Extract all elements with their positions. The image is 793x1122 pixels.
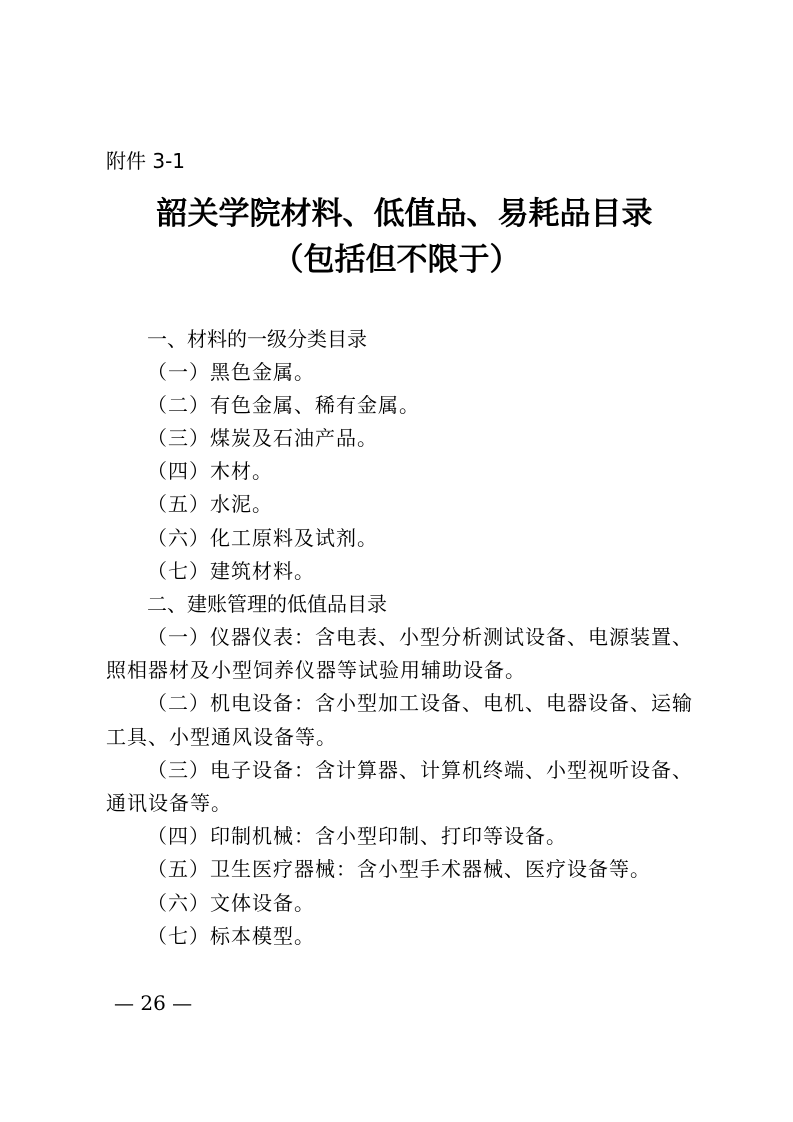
section-1-item: （七）建筑材料。 [147, 559, 315, 583]
section-2-line: 工具、小型通风设备等。 [106, 725, 337, 749]
section-2-line: （二）机电设备：含小型加工设备、电机、电器设备、运输 [147, 691, 693, 715]
section-1-heading: 一、材料的一级分类目录 [147, 327, 367, 351]
page-number: — 26 — [114, 991, 193, 1015]
section-2-heading: 二、建账管理的低值品目录 [147, 592, 387, 616]
section-2-line: （三）电子设备：含计算器、计算机终端、小型视听设备、 [147, 758, 693, 782]
section-2-line: （五）卫生医疗器械：含小型手术器械、医疗设备等。 [147, 857, 651, 881]
section-2-line: （一）仪器仪表：含电表、小型分析测试设备、电源装置、 [147, 625, 693, 649]
attachment-label: 附件 3-1 [106, 149, 186, 173]
document-title-line-1: 韶关学院材料、低值品、易耗品目录 [156, 196, 653, 232]
section-1-item: （一）黑色金属。 [147, 360, 315, 384]
section-1-item: （二）有色金属、稀有金属。 [147, 393, 420, 417]
section-1-item: （三）煤炭及石油产品。 [147, 426, 378, 450]
section-2-line: （七）标本模型。 [147, 924, 315, 948]
section-2-line: 通讯设备等。 [106, 791, 232, 815]
section-2-line: （四）印制机械：含小型印制、打印等设备。 [147, 824, 567, 848]
section-2-line: （六）文体设备。 [147, 891, 315, 915]
section-1-item: （五）水泥。 [147, 492, 273, 516]
document-title-line-2: （包括但不限于） [272, 242, 521, 278]
section-1-item: （四）木材。 [147, 459, 273, 483]
section-1-item: （六）化工原料及试剂。 [147, 526, 378, 550]
section-2-line: 照相器材及小型饲养仪器等试验用辅助设备。 [106, 658, 526, 682]
